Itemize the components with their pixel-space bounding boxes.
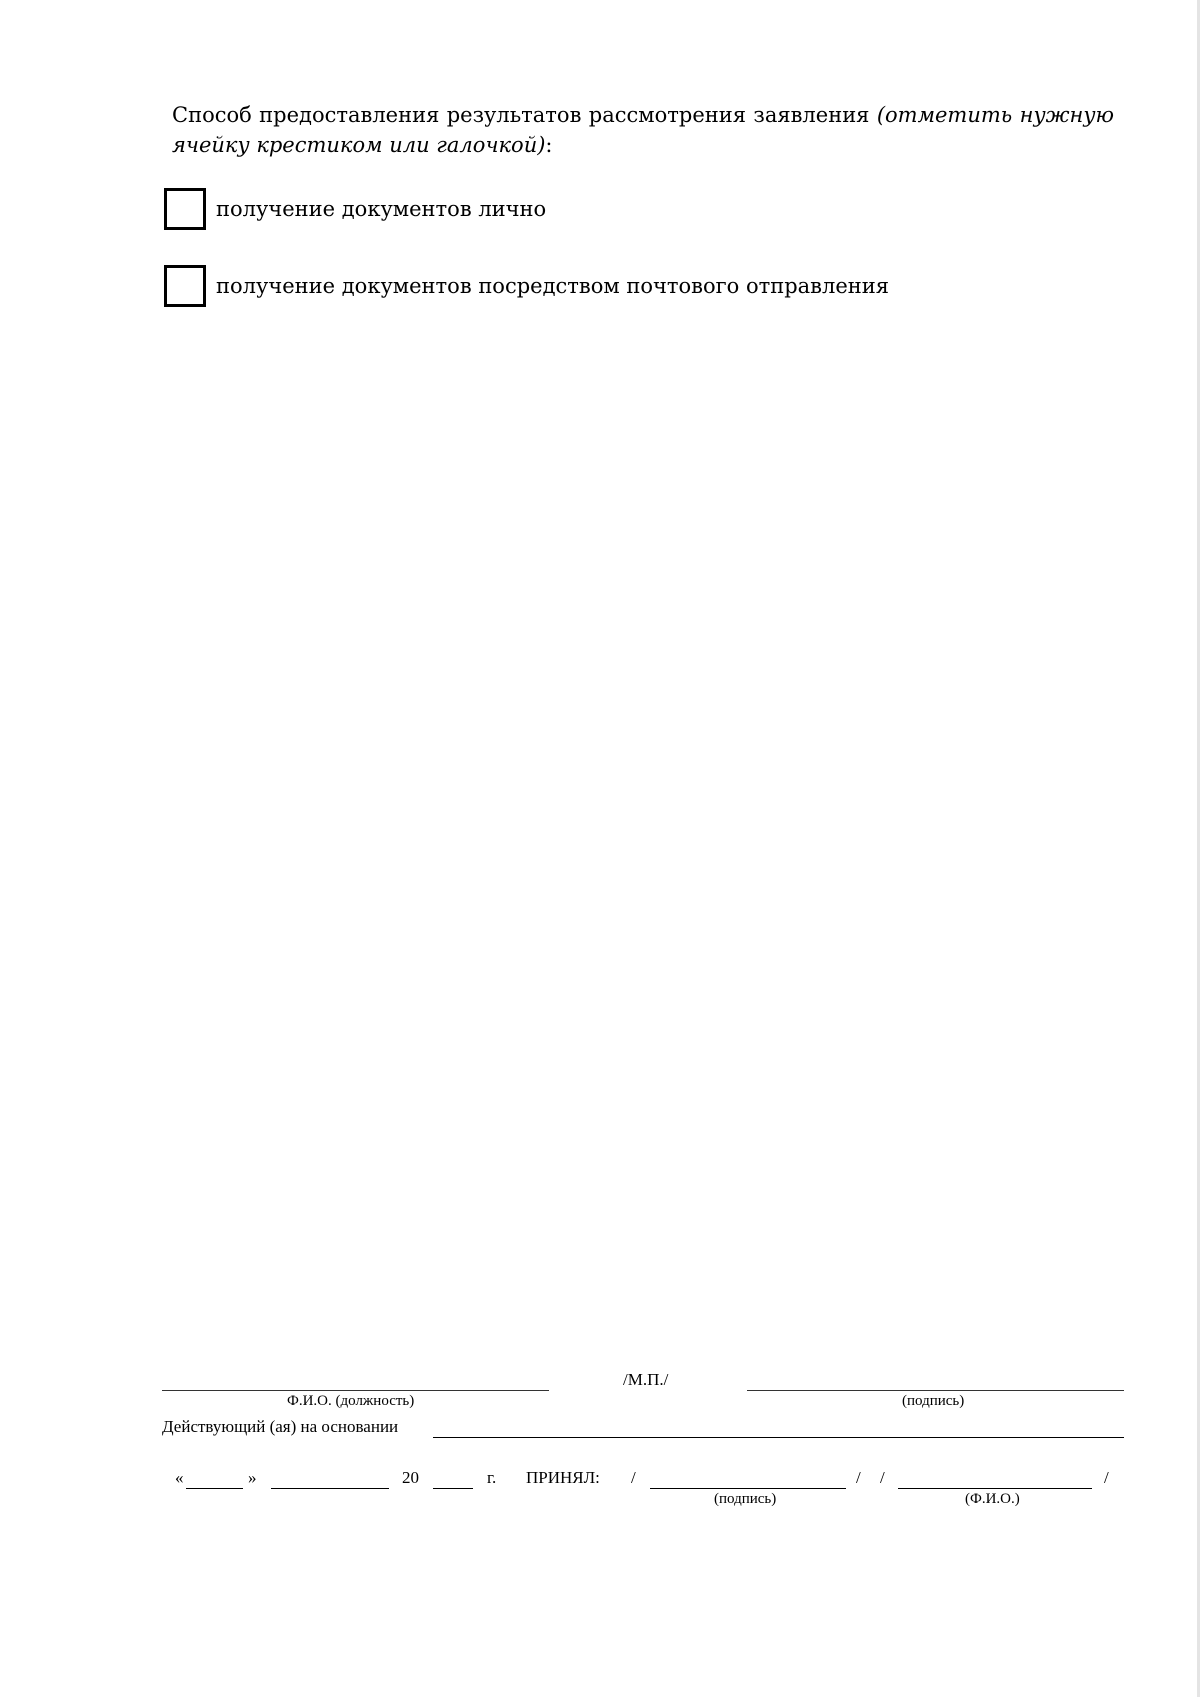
date-year-prefix: 20 — [402, 1468, 419, 1487]
acting-basis-line[interactable] — [433, 1437, 1124, 1438]
instruction-hint: (отметить нужную ячейку крестиком или галочкой) — [172, 103, 1114, 157]
accepted-fio-caption: (Ф.И.О.) — [965, 1491, 1020, 1507]
date-quote-close: » — [248, 1468, 257, 1487]
option-by-mail-label: получение документов посредством почтового отправления — [216, 274, 889, 298]
accepted-signature-caption: (подпись) — [714, 1491, 777, 1507]
signature-caption: (подпись) — [902, 1393, 965, 1409]
date-year-suffix: г. — [487, 1468, 497, 1487]
fio-position-line[interactable] — [162, 1390, 549, 1391]
checkbox-by-mail[interactable] — [164, 265, 206, 307]
checkbox-in-person[interactable] — [164, 188, 206, 230]
date-day-line[interactable] — [186, 1488, 243, 1489]
date-quote-open: « — [175, 1468, 184, 1487]
slash-1: / — [631, 1468, 636, 1487]
accepted-fio-line[interactable] — [898, 1488, 1092, 1489]
instruction-text: Способ предоставления результатов рассмотрения заявления — [172, 103, 877, 127]
option-in-person[interactable] — [164, 188, 546, 230]
slash-2: / — [856, 1468, 861, 1487]
instruction-colon: : — [545, 133, 553, 157]
slash-3: / — [880, 1468, 885, 1487]
stamp-label: /М.П./ — [623, 1370, 669, 1389]
accepted-signature-line[interactable] — [650, 1488, 846, 1489]
option-in-person-label: получение документов лично — [216, 197, 547, 221]
date-month-line[interactable] — [271, 1488, 389, 1489]
fio-position-caption: Ф.И.О. (должность) — [287, 1393, 415, 1409]
slash-4: / — [1104, 1468, 1109, 1487]
option-by-mail[interactable] — [164, 265, 889, 307]
date-year-line[interactable] — [433, 1488, 473, 1489]
acting-basis-label: Действующий (ая) на основании — [162, 1417, 399, 1436]
signature-line[interactable] — [747, 1390, 1124, 1391]
delivery-method-instruction — [172, 100, 1114, 160]
accepted-label: ПРИНЯЛ: — [526, 1468, 600, 1487]
